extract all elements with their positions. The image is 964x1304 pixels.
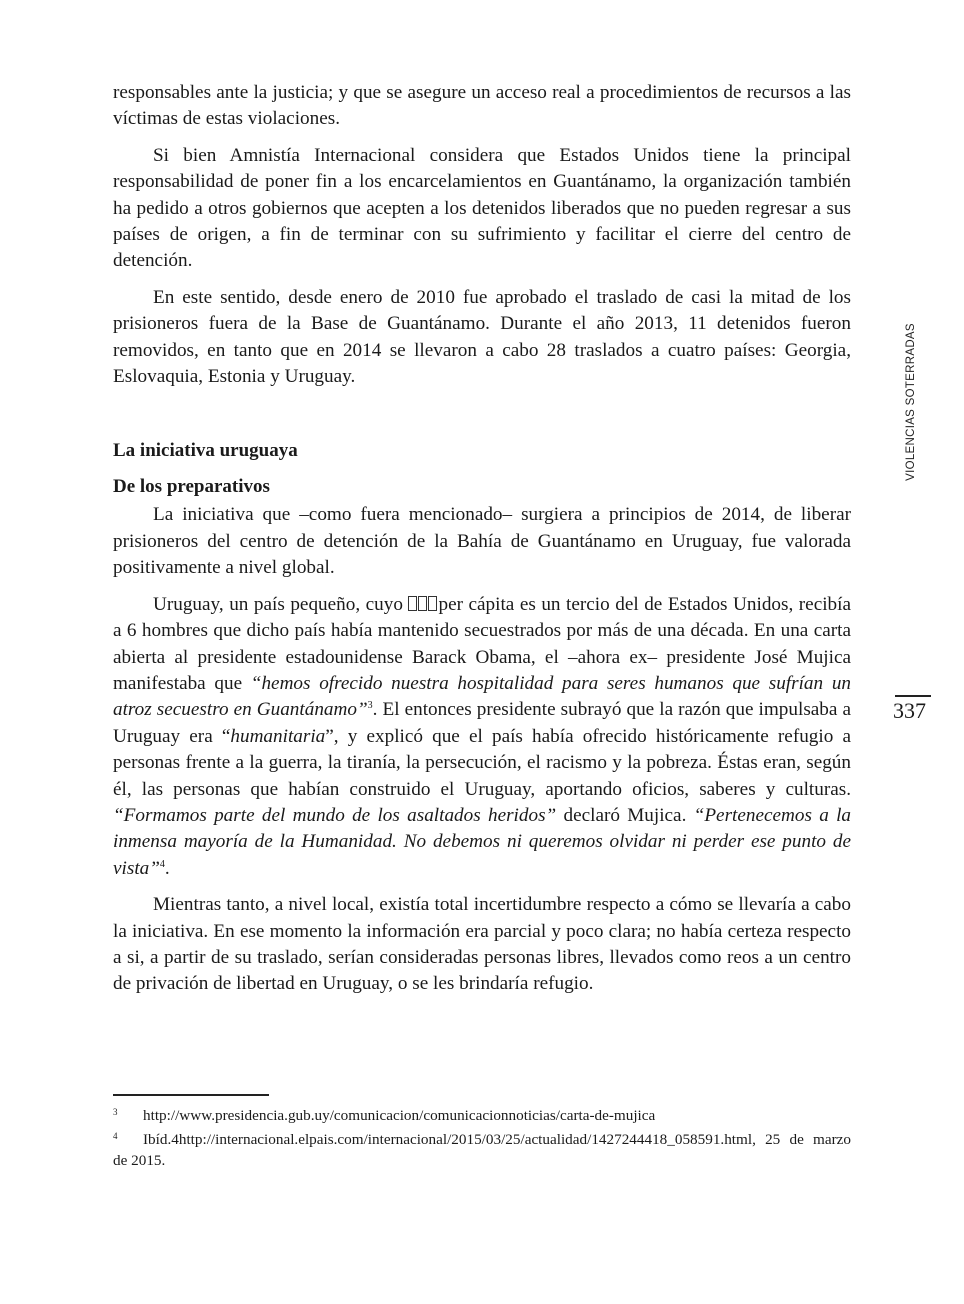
- paragraph-mientras: Mientras tanto, a nivel local, existía total incertidumbre respecto a cómo se llevaría a cabo la iniciativa. En ese momento la información era parcial y poco clara; no había certeza respecto a si, a partir de su traslado, serían consideradas personas libres, llevados como reos a un centro de privación de libertad en Uruguay, o se les brindaría refugio.: [113, 894, 851, 995]
- footnote-number: 4: [113, 1131, 118, 1141]
- text-run: . El entonces presidente subrayó que la razón que impulsaba a Uruguay era “: [113, 699, 851, 747]
- page-number-rule: [895, 695, 931, 697]
- footnote-separator: [113, 1094, 269, 1096]
- running-title: VIOLENCIAS SOTERRADAS: [905, 323, 917, 481]
- footnote-4: [113, 1126, 851, 1171]
- paragraph-iniciativa: La iniciativa que –como fuera mencionado– surgiera a principios de 2014, de liberar prisioneros del centro de detención de la Bahía de Guantánamo en Uruguay, fue valorada positivamente a nivel global.: [113, 504, 851, 579]
- page-body: [113, 80, 851, 998]
- missing-glyph: [408, 596, 417, 611]
- quote-asaltados: “Formamos parte del mundo de los asaltados heridos”: [113, 804, 557, 826]
- footnote-text: http://www.presidencia.gub.uy/comunicacion/comunicacionnoticias/carta-de-mujica: [143, 1107, 656, 1124]
- footnote-3: [113, 1102, 851, 1126]
- quote-hospitalidad: “hemos ofrecido nuestra hospitalidad para seres humanos que sufrían un atroz secuestro en Guantánamo”: [113, 672, 852, 721]
- quote-humanidad: “Pertenecemos a la inmensa mayoría de la Humanidad. No debemos ni queremos olvidar ni perder ese punto de vista”: [113, 804, 852, 879]
- footnote-text: Ibíd.4http://internacional.elpais.com/internacional/2015/03/25/actualidad/1427244418_058591.html, 25 de marzo de 2015.: [113, 1131, 851, 1169]
- footnote-number: 3: [113, 1107, 118, 1117]
- paragraph-sentido: En este sentido, desde enero de 2010 fue aprobado el traslado de casi la mitad de los prisioneros fuera de la Base de Guantánamo. Durante el año 2013, 11 detenidos fueron removidos, en tanto que en 2014 se llevaron a cabo 28 traslados a cuatro países: Georgia, Eslovaquia, Estonia y Uruguay.: [113, 286, 851, 388]
- subsection-heading: De los preparativos: [113, 476, 270, 498]
- text-run: Uruguay, un país pequeño, cuyo: [153, 593, 409, 615]
- missing-glyph: [418, 596, 427, 611]
- footnotes: [113, 1102, 851, 1171]
- missing-glyph: [428, 596, 437, 611]
- text-run: .: [164, 857, 170, 879]
- page-number: 337: [893, 698, 926, 723]
- section-heading: La iniciativa uruguaya: [113, 440, 298, 462]
- paragraph-amnistia: Si bien Amnistía Internacional considera que Estados Unidos tiene la principal responsabilidad de poner fin a los encarcelamientos en Guantánamo, la organización también ha pedido a otros gobiernos que acepten a los detenidos liberados que no pueden regresar a sus países de origen, a fin de terminar con su sufrimiento y facilitar el cierre del centro de detención.: [113, 144, 851, 272]
- text-run: ”, y explicó que el país había ofrecido históricamente refugio a personas frente a la guerra, la tiranía, la persecución, el racismo y la pobreza. Éstas eran, según él, las personas que habían construido el Uruguay, aportando oficios, saberes y culturas.: [113, 725, 851, 800]
- footnote-ref-3: 3: [367, 700, 373, 712]
- footnote-ref-4: 4: [159, 858, 165, 870]
- paragraph-continuation: responsables ante la justicia; y que se asegure un acceso real a procedimientos de recursos a las víctimas de estas violaciones.: [113, 82, 851, 130]
- quote-humanitaria: humanitaria: [230, 725, 326, 747]
- paragraph-uruguay: [113, 592, 851, 882]
- text-run: per cápita es un tercio del de Estados Unidos, recibía a 6 hombres que dicho país había mantenido secuestrados por más de una década. En una carta abierta al presidente estadounidense Barack Obama, el –ahora ex– presidente José Mujica manifestaba que: [113, 593, 851, 694]
- text-run: declaró Mujica.: [556, 804, 694, 826]
